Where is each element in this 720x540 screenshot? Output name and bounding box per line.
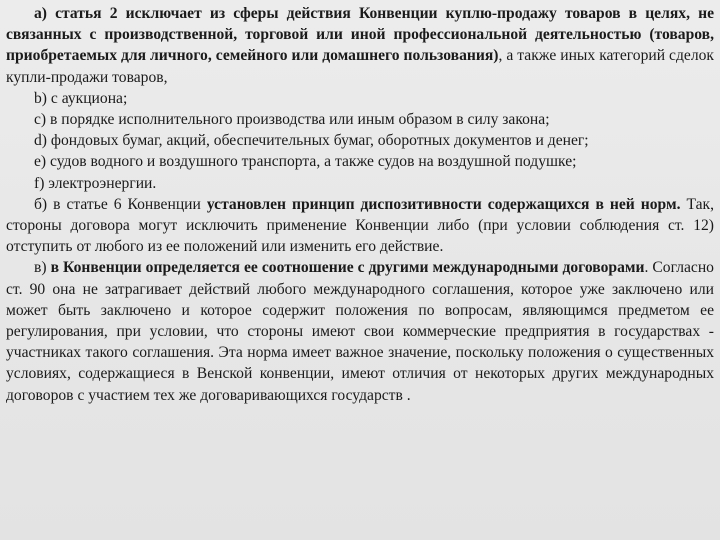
list-item: c) в порядке исполнительного производства или иным образом в силу закона; (34, 111, 550, 129)
paragraph-b-lead: б) в статье 6 Конвенции (34, 195, 207, 213)
paragraph-b (6, 194, 714, 258)
paragraph-b-text: Так, стороны договора могут исключить применение Конвенции либо (при условии соблюдения ст. 12) отступить от любого из ее положений или изменить его действие. (6, 195, 715, 256)
paragraph-a-text: , а также иных категорий сделок купли-продажи товаров, (6, 47, 714, 86)
list-item: d) фондовых бумаг, акций, обеспечительных бумаг, оборотных документов и денег; (34, 132, 589, 150)
paragraph-a (6, 3, 714, 88)
list-item: e) судов водного и воздушного транспорта, а также судов на воздушной подушке; (34, 153, 577, 171)
document-text (6, 3, 714, 406)
paragraph-c-lead: в) (34, 259, 51, 277)
paragraph-b-bold: установлен принцип диспозитивности содержащихся в ней норм. (206, 195, 681, 213)
list-item: b) с аукциона; (34, 89, 128, 107)
paragraph-c-bold: в Конвенции определяется ее соотношение с другими международными договорами (50, 259, 645, 277)
paragraph-c-text: . Согласно ст. 90 она не затрагивает действий любого международного соглашения, которое уже заключено или может быть заключено и которое содержит положения по вопросам, являющимся предметом ее регулирования, при условии, что стороны имеют свои коммерческие предприятия в государствах - участниках такого соглашения. Эта норма имеет важное значение, поскольку положения о существенных условиях, содержащиеся в Венской конвенции, имеют отличия от некоторых других международных договоров с участием тех же договаривающихся государств . (6, 259, 714, 404)
list-item: f) электроэнергии. (34, 174, 157, 192)
paragraph-a-bold: а) статья 2 исключает из сферы действия Конвенции куплю-продажу товаров в целях, не связанных с производственной, торговой или иной профессиональной деятельностью (товаров, приобретаемых для личного, семейного или домашнего пользования) (6, 5, 714, 65)
paragraph-c (6, 257, 714, 405)
